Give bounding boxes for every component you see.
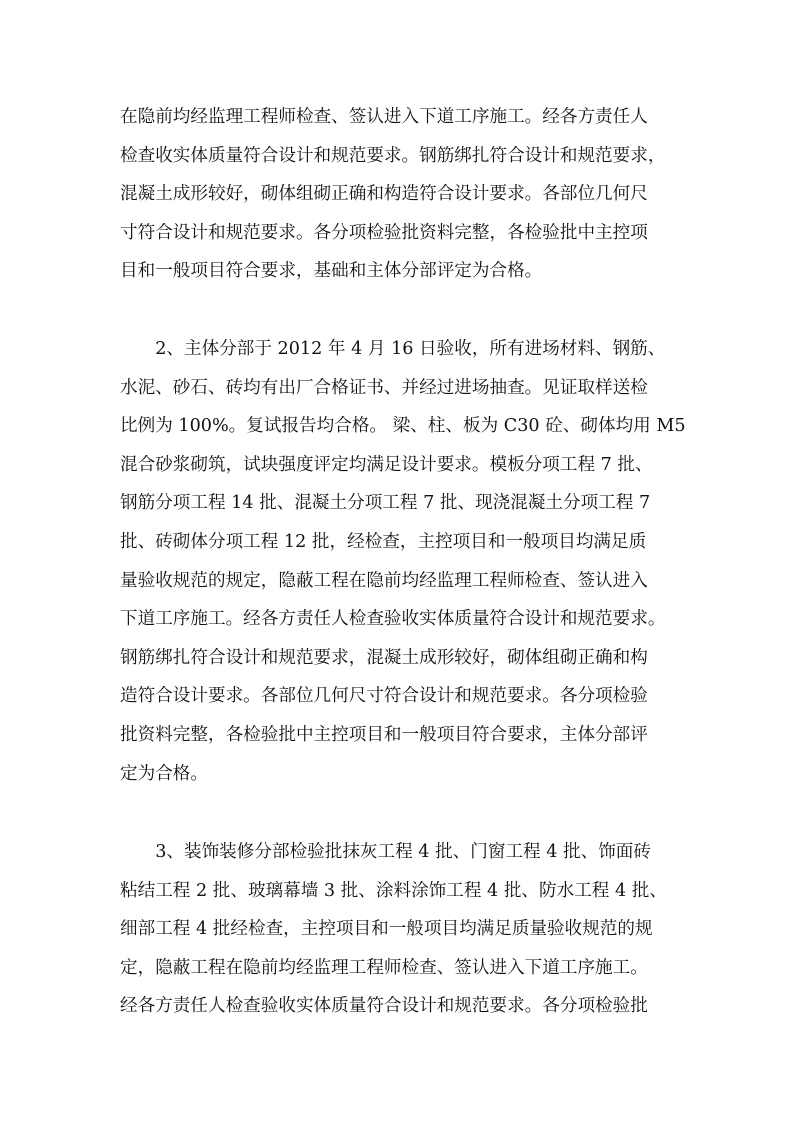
text-line: 定，隐蔽工程在隐前均经监理工程师检查、签认进入下道工序施工。: [120, 957, 648, 978]
text-line: 寸符合设计和规范要求。各分项检验批资料完整，各检验批中主控项: [120, 222, 648, 243]
text-line: 检查收实体质量符合设计和规范要求。钢筋绑扎符合设计和规范要求，: [120, 145, 666, 166]
text-line: 细部工程 4 批经检查，主控项目和一般项目均满足质量验收规范的规: [120, 919, 653, 940]
text-line: 批资料完整，各检验批中主控项目和一般项目符合要求，主体分部评: [120, 724, 648, 745]
text-line: 批、砖砌体分项工程 12 批，经检查，主控项目和一般项目均满足质: [120, 531, 647, 552]
text-line: 经各方责任人检查验收实体质量符合设计和规范要求。各分项检验批: [120, 996, 648, 1017]
text-line: 量验收规范的规定，隐蔽工程在隐前均经监理工程师检查、签认进入: [120, 570, 648, 591]
text-line: 3、装饰装修分部检验批抹灰工程 4 批、门窗工程 4 批、饰面砖: [120, 842, 651, 862]
text-line: 水泥、砂石、砖均有出厂合格证书、并经过进场抽查。见证取样送检: [120, 377, 648, 398]
text-line: 混合砂浆砌筑，试块强度评定均满足设计要求。模板分项工程 7 批、: [120, 454, 653, 475]
text-line: 混凝土成形较好，砌体组砌正确和构造符合设计要求。各部位几何尺: [120, 184, 648, 205]
paragraph-continuation: [120, 98, 680, 291]
text-line: 粘结工程 2 批、玻璃幕墙 3 批、涂料涂饰工程 4 批、防水工程 4 批、: [120, 880, 667, 901]
text-line: 钢筋绑扎符合设计和规范要求，混凝土成形较好，砌体组砌正确和构: [120, 647, 648, 668]
text-line: 定为合格。: [120, 763, 208, 784]
text-line: 2、主体分部于 2012 年 4 月 16 日验收，所有进场材料、钢筋、: [120, 339, 666, 359]
paragraph-decoration: [120, 833, 680, 1026]
text-line: 目和一般项目符合要求，基础和主体分部评定为合格。: [120, 261, 543, 282]
text-line: 在隐前均经监理工程师检查、签认进入下道工序施工。经各方责任人: [120, 107, 648, 127]
paragraph-main-structure: [120, 330, 686, 793]
text-line: 下道工序施工。经各方责任人检查验收实体质量符合设计和规范要求。: [120, 609, 666, 630]
text-line: 比例为 100%。复试报告均合格。 梁、柱、板为 C30 砼、砌体均用 M5: [120, 416, 686, 437]
text-line: 造符合设计要求。各部位几何尺寸符合设计和规范要求。各分项检验: [120, 686, 648, 707]
text-line: 钢筋分项工程 14 批、混凝土分项工程 7 批、现浇混凝土分项工程 7: [120, 493, 651, 514]
